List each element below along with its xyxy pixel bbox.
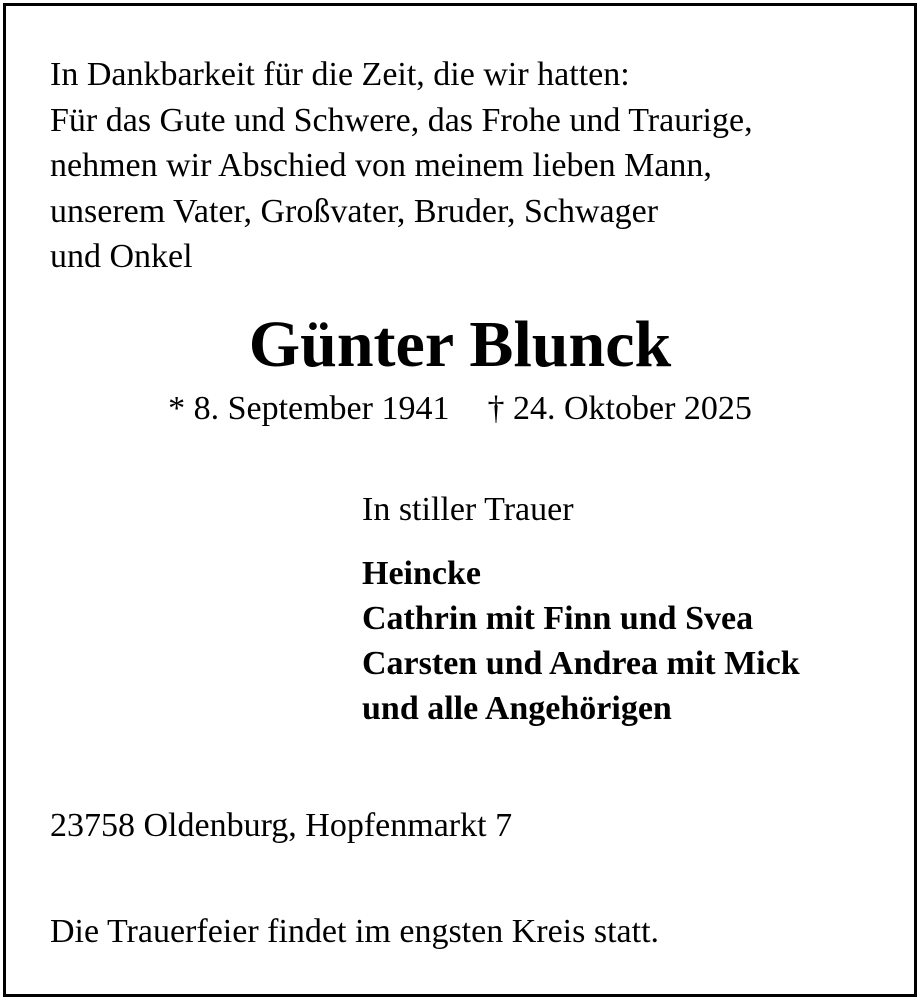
mourning-label: In stiller Trauer: [362, 491, 574, 528]
intro-line: In Dankbarkeit für die Zeit, die wir hatten:: [50, 56, 630, 93]
address: 23758 Oldenburg, Hopfenmarkt 7: [50, 807, 513, 844]
funeral-note: Die Trauerfeier findet im engsten Kreis statt.: [50, 913, 660, 950]
intro-line: unserem Vater, Großvater, Bruder, Schwager: [50, 192, 659, 230]
intro-line: Für das Gute und Schwere, das Frohe und Traurige,: [50, 101, 753, 139]
mourner-line: und alle Angehörigen: [362, 690, 672, 727]
life-dates: [0, 387, 920, 431]
deceased-name: Günter Blunck: [248, 308, 672, 381]
death-date: † 24. Oktober 2025: [487, 390, 752, 427]
mourner-line: Heincke: [362, 555, 481, 592]
mourners-list: [362, 551, 800, 731]
mourner-line: Carsten und Andrea mit Mick: [362, 645, 800, 682]
intro-line: nehmen wir Abschied von meinem lieben Mann,: [50, 147, 712, 184]
intro-text: [50, 52, 753, 280]
mourner-line: Cathrin mit Finn und Svea: [362, 600, 754, 637]
intro-line: und Onkel: [50, 238, 193, 275]
birth-date: * 8. September 1941: [168, 390, 450, 427]
